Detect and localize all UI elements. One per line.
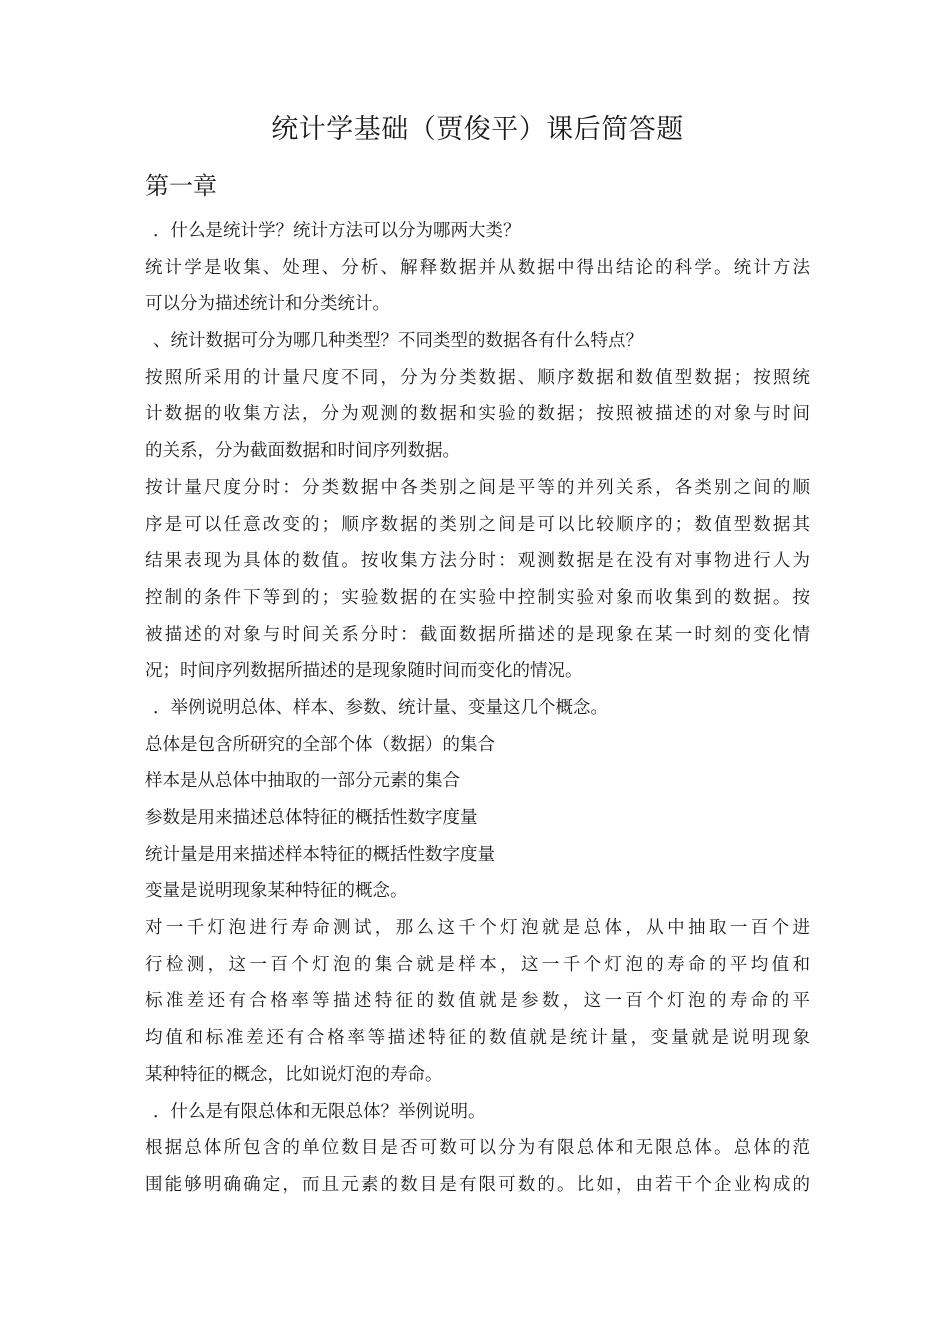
text-line: 标准差还有合格率等描述特征的数值就是参数，这一百个灯泡的寿命的平 (145, 991, 810, 1012)
text-line: 样本是从总体中抽取的一部分元素的集合 (145, 771, 460, 792)
text-line: 序是可以任意改变的；顺序数据的类别之间是可以比较顺序的；数值型数据其 (145, 514, 810, 535)
text-line: 按计量尺度分时：分类数据中各类别之间是平等的并列关系，各类别之间的顺 (145, 477, 810, 498)
text-line: 可以分为描述统计和分类统计。 (145, 294, 390, 315)
text-line: 行检测，这一百个灯泡的集合就是样本，这一千个灯泡的寿命的平均值和 (145, 954, 810, 975)
text-line: 总体是包含所研究的全部个体（数据）的集合 (145, 734, 495, 755)
text-line: 变量是说明现象某种特征的概念。 (145, 881, 408, 902)
text-line: 参数是用来描述总体特征的概括性数字度量 (145, 808, 478, 828)
question-line: ．什么是统计学？统计方法可以分为哪两大类？ (153, 221, 521, 241)
text-line: 控制的条件下等到的；实验数据的在实验中控制实验对象而收集到的数据。按 (145, 587, 810, 608)
text-line: 围能够明确确定，而且元素的数目是有限可数的。比如，由若干个企业构成的 (145, 1174, 810, 1195)
text-line: 被描述的对象与时间关系分时：截面数据所描述的是现象在某一时刻的变化情 (145, 624, 810, 645)
document-title: 统计学基础（贾俊平）课后简答题 (271, 114, 684, 145)
question-line: ．什么是有限总体和无限总体？举例说明。 (153, 1101, 486, 1122)
text-line: 对一千灯泡进行寿命测试，那么这千个灯泡就是总体，从中抽取一百个进 (145, 918, 810, 939)
document-page (145, 108, 810, 1195)
document-body (145, 213, 810, 1204)
question-line: 、统计数据可分为哪几种类型？不同类型的数据各有什么特点？ (153, 331, 643, 352)
text-line: 统计学是收集、处理、分析、解释数据并从数据中得出结论的科学。统计方法 (145, 257, 810, 278)
question-line: ．举例说明总体、样本、参数、统计量、变量这几个概念。 (153, 697, 608, 718)
text-line: 计数据的收集方法，分为观测的数据和实验的数据；按照被描述的对象与时间 (145, 404, 810, 425)
text-line: 统计量是用来描述样本特征的概括性数字度量 (145, 844, 495, 865)
chapter-heading: 第一章 (145, 172, 217, 200)
text-line: 结果表现为具体的数值。按收集方法分时：观测数据是在没有对事物进行人为 (145, 551, 810, 572)
text-line: 的关系，分为截面数据和时间序列数据。 (145, 441, 460, 462)
text-line: 均值和标准差还有合格率等描述特征的数值就是统计量，变量就是说明现象 (145, 1028, 810, 1049)
text-line: 某种特征的概念，比如说灯泡的寿命。 (145, 1064, 443, 1085)
text-line: 况；时间序列数据所描述的是现象随时间而变化的情况。 (145, 661, 583, 682)
text-line: 按照所采用的计量尺度不同，分为分类数据、顺序数据和数值型数据；按照统 (145, 367, 810, 388)
text-line: 根据总体所包含的单位数目是否可数可以分为有限总体和无限总体。总体的范 (145, 1138, 810, 1159)
